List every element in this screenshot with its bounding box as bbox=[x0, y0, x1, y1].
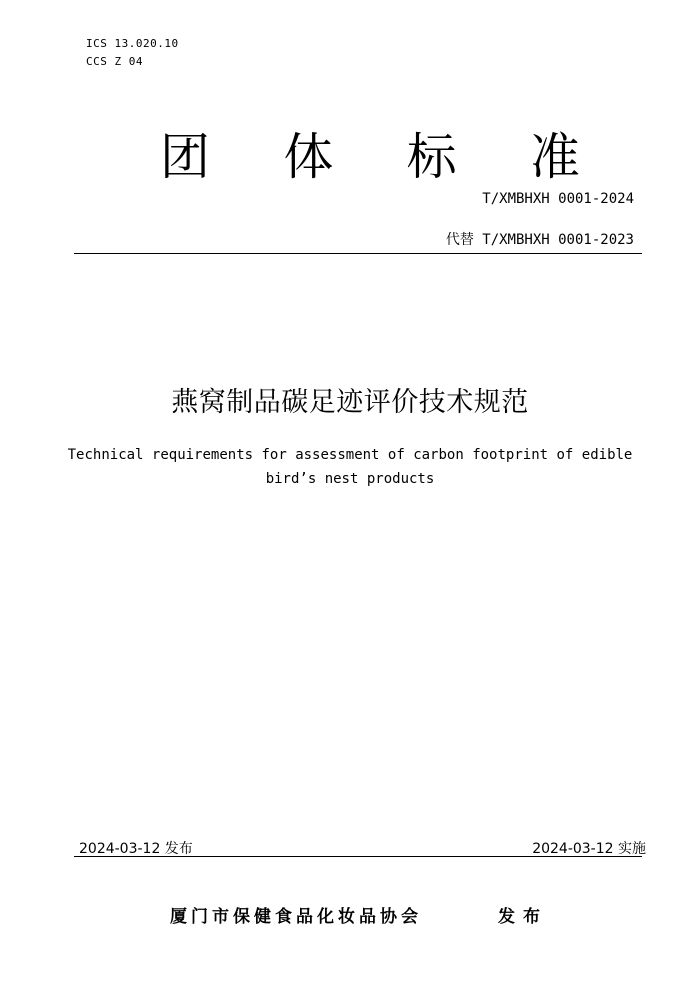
publisher-name: 厦门市保健食品化妆品协会 bbox=[170, 907, 422, 927]
implementation-date: 2024-03-12 实施 bbox=[532, 841, 646, 857]
doc-type-char-1: 团 bbox=[160, 128, 210, 186]
english-title-line-2: bird’s nest products bbox=[265, 471, 435, 487]
english-title bbox=[60, 443, 640, 491]
document-type-heading bbox=[160, 122, 580, 184]
standard-number: T/XMBHXH 0001-2024 bbox=[482, 191, 634, 207]
doc-type-char-3: 标 bbox=[406, 128, 457, 186]
replaced-standard: 代替 T/XMBHXH 0001-2023 bbox=[445, 232, 634, 248]
doc-type-char-4: 准 bbox=[529, 128, 580, 186]
doc-type-char-2: 体 bbox=[283, 128, 334, 186]
chinese-title: 燕窝制品碳足迹评价技术规范 bbox=[171, 387, 529, 418]
date-divider bbox=[74, 856, 642, 857]
publish-label: 发布 bbox=[498, 907, 548, 927]
ics-code: ICS 13.020.10 bbox=[86, 37, 179, 50]
publish-date: 2024-03-12 发布 bbox=[79, 841, 193, 857]
header-divider bbox=[74, 253, 642, 254]
english-title-line-1: Technical requirements for assessment of carbon footprint of edible bbox=[67, 447, 633, 463]
ccs-code: CCS Z 04 bbox=[86, 55, 143, 68]
